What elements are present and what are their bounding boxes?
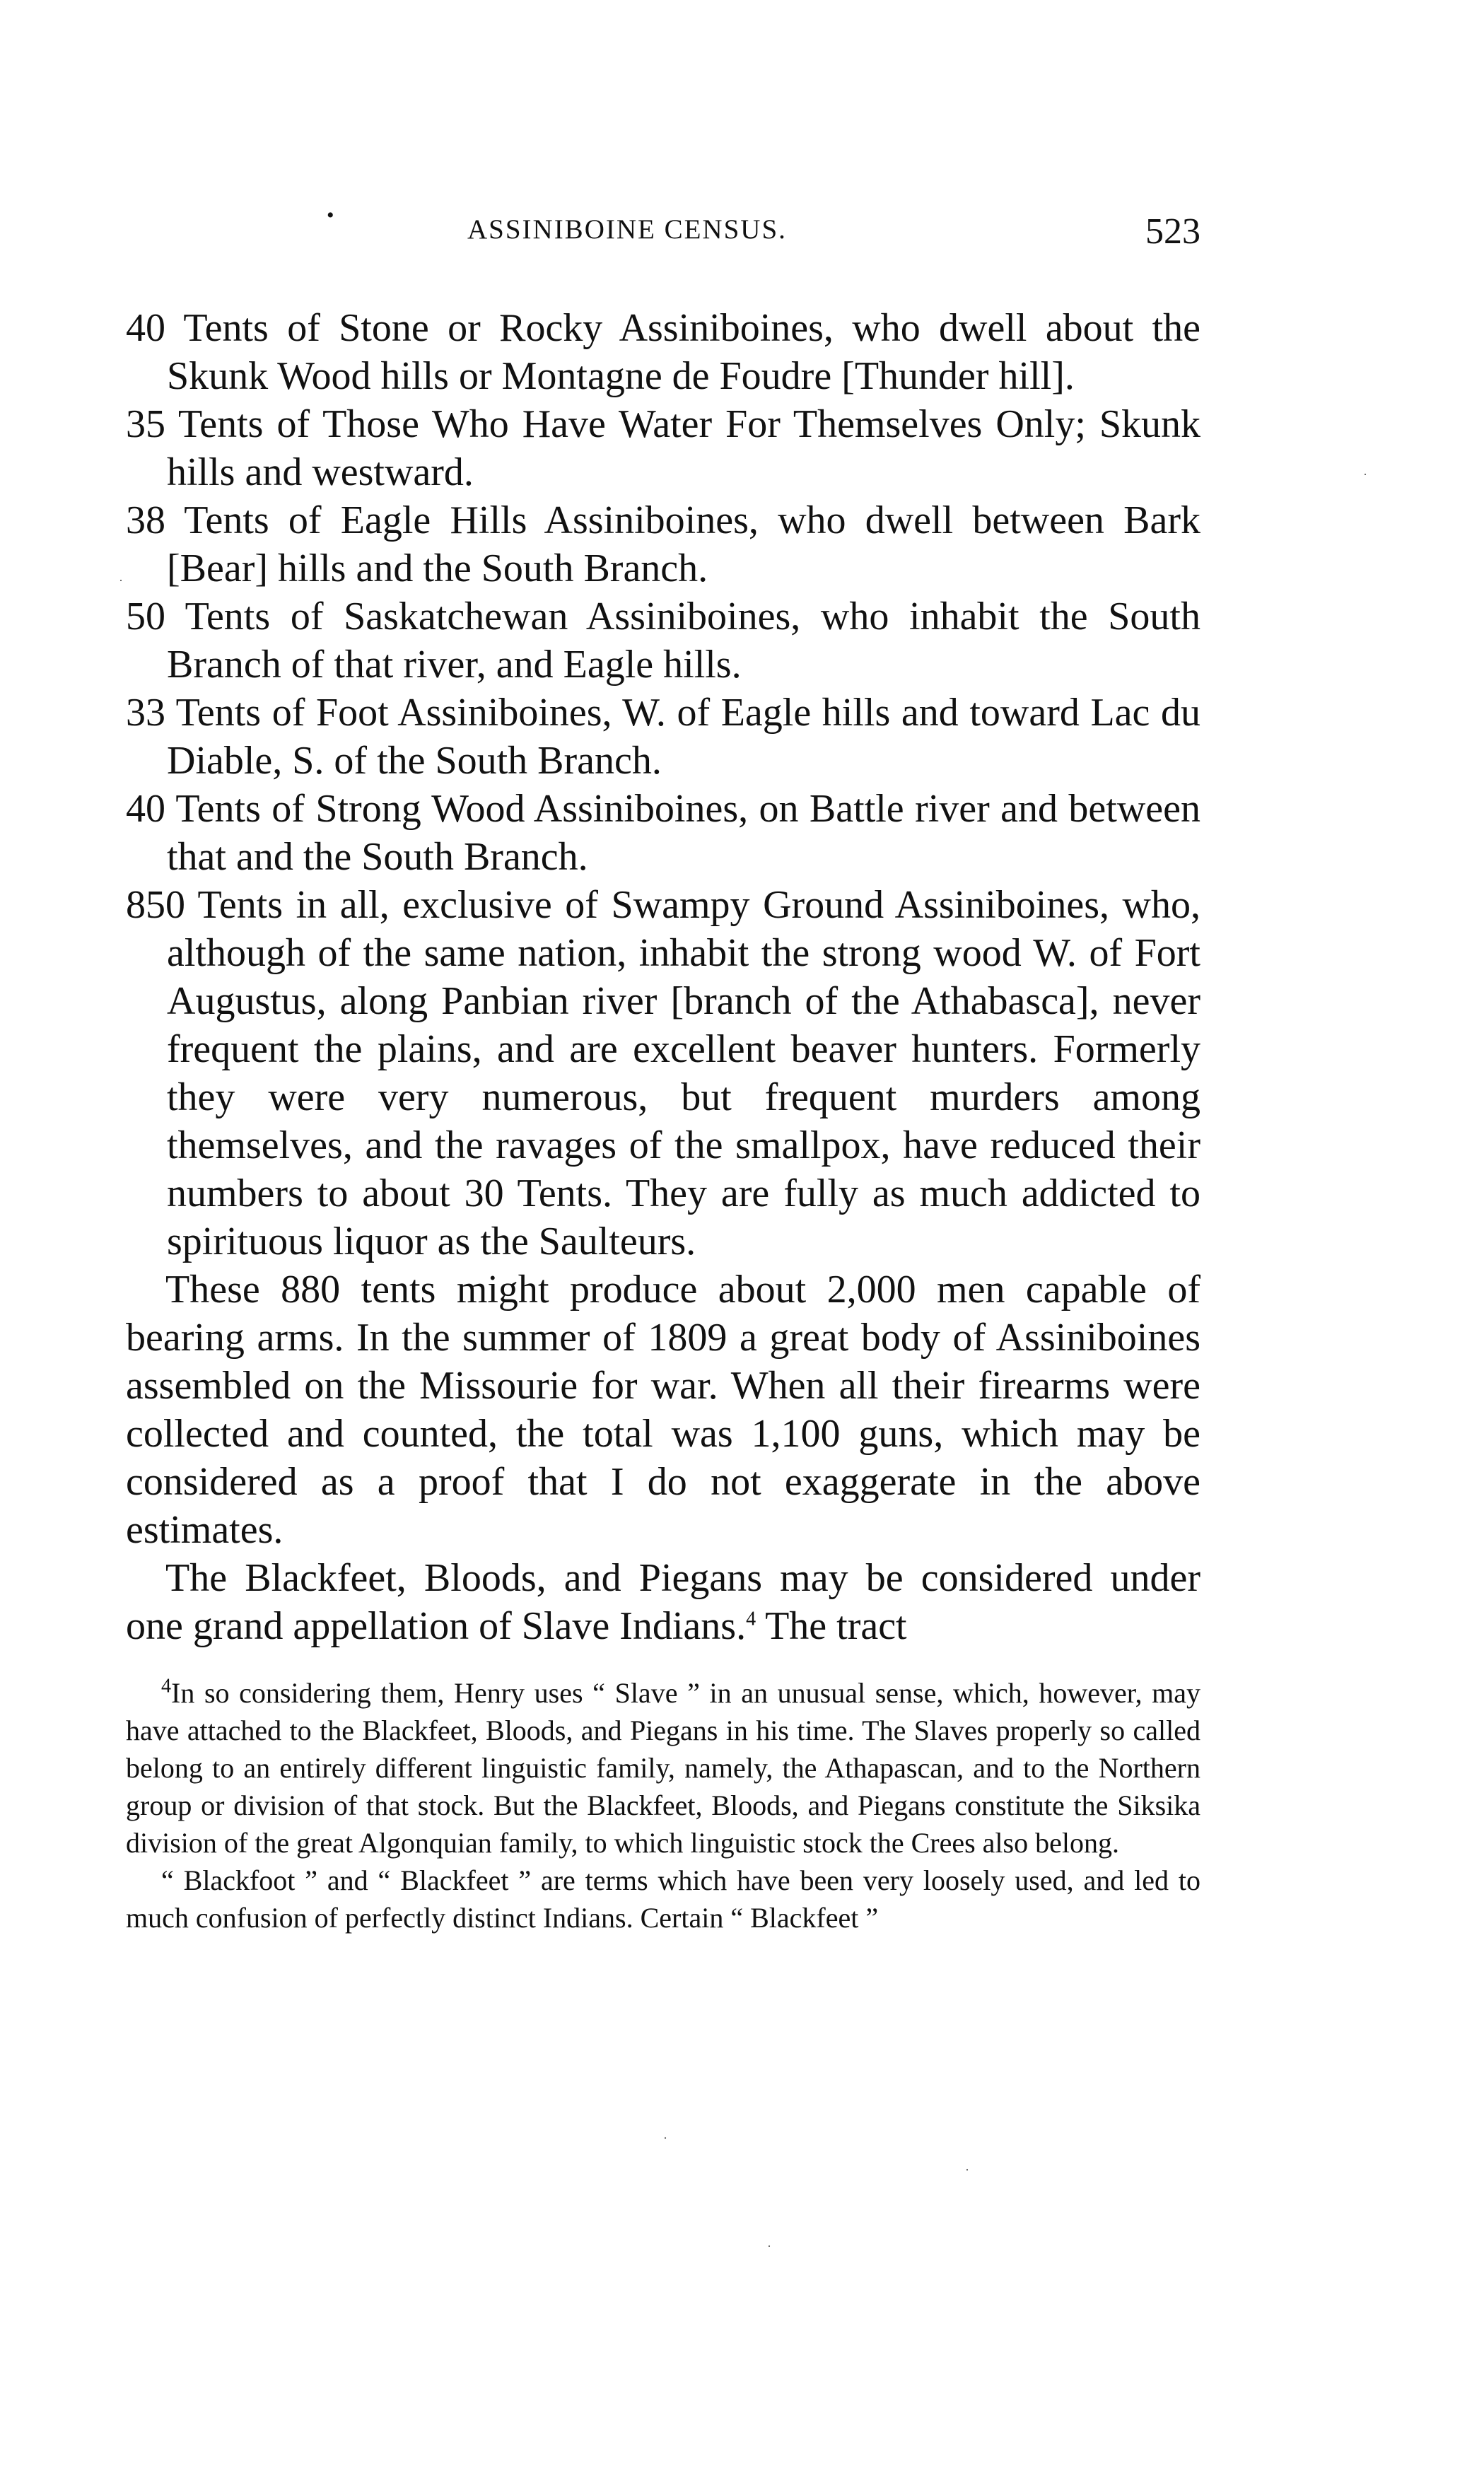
census-total-entry: 850 Tents in all, exclusive of Swampy Ground Assiniboines, who, although of the same nation, inhabit the strong wood W. of Fort Augustus, along Panbian river [branch of the Athabasca], never frequent the plains, and are excellent beaver hunters. Formerly they were very numerous, but frequent murders among themselves, and the ravages of the smallpox, have reduced their numbers to about 30 Tents. They are fully as much addicted to spirituous liquor as the Saulteurs. xyxy=(126,883,1200,1263)
footnotes xyxy=(126,1674,1200,1937)
ink-speck: · xyxy=(119,573,123,588)
census-entry: 35 Tents of Those Who Have Water For Themselves Only; Skunk hills and westward. xyxy=(126,402,1200,494)
census-entry: 40 Tents of Stone or Rocky Assiniboines, who dwell about the Skunk Wood hills or Montagne de Foudre [Thunder hill]. xyxy=(126,306,1200,398)
census-entry: 50 Tents of Saskatchewan Assiniboines, who inhabit the South Branch of that river, and Eagle hills. xyxy=(126,595,1200,687)
footnote-marker: 4 xyxy=(161,1675,171,1698)
ink-mark: • xyxy=(327,204,334,227)
ink-speck: · xyxy=(965,2163,969,2177)
body-paragraph xyxy=(126,1554,1200,1650)
footnote-reference: 4 xyxy=(746,1608,756,1630)
paragraph-tail: The tract xyxy=(756,1604,907,1648)
ink-speck: · xyxy=(767,2239,771,2253)
footnote xyxy=(126,1674,1200,1862)
footnote-continuation: “ Blackfoot ” and “ Blackfeet ” are terms which have been very loosely used, and led to much confusion of perfectly distinct Indians. Certain “ Blackfeet ” xyxy=(126,1864,1200,1934)
census-entry: 40 Tents of Strong Wood Assiniboines, on Battle river and between that and the South Branch. xyxy=(126,787,1200,879)
census-entry: 38 Tents of Eagle Hills Assiniboines, who dwell between Bark [Bear] hills and the South Branch. xyxy=(126,498,1200,590)
paragraph-text: The Blackfeet, Bloods, and Piegans may be considered under one grand appellation of Slave Indians. xyxy=(126,1556,1200,1648)
ink-speck: · xyxy=(1363,467,1367,481)
book-page xyxy=(126,204,1200,1937)
page-header xyxy=(126,204,1200,269)
body-paragraph: These 880 tents might produce about 2,000 men capable of bearing arms. In the summer of 1809 a great body of Assiniboines assembled on the Missourie for war. When all their firearms were collected and counted, the total was 1,100 guns, which may be considered as a proof that I do not exaggerate in the above estimates. xyxy=(126,1268,1200,1552)
body-text xyxy=(126,304,1200,1650)
ink-speck: · xyxy=(663,2131,667,2145)
page-number: 523 xyxy=(1145,211,1200,252)
footnote-text: In so considering them, Henry uses “ Slave ” in an unusual sense, which, however, may have attached to the Blackfeet, Bloods, and Piegans in his time. The Slaves properly so called belong to an entirely different linguistic family, namely, the Athapascan, and to the Northern group or division of that stock. But the Blackfeet, Bloods, and Piegans constitute the Siksika division of the great Algonquian family, to which linguistic stock the Crees also belong. xyxy=(126,1677,1200,1859)
census-entry: 33 Tents of Foot Assiniboines, W. of Eagle hills and toward Lac du Diable, S. of the South Branch. xyxy=(126,691,1200,783)
running-head: ASSINIBOINE CENSUS. xyxy=(467,214,787,245)
